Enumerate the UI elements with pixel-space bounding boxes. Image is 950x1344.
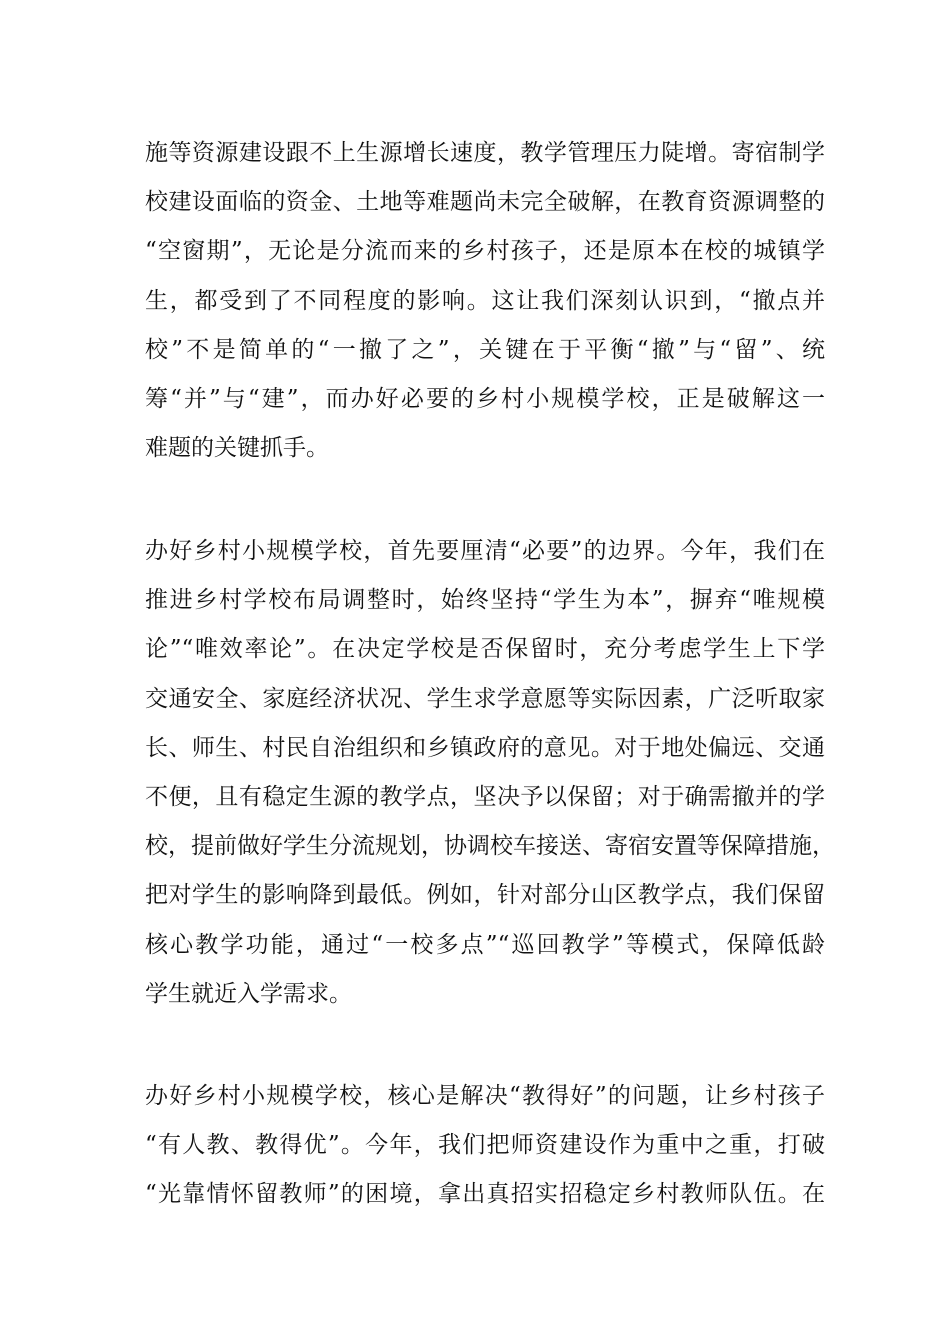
- text-line: 论”“唯效率论”。在决定学校是否保留时，充分考虑学生上下学: [145, 636, 825, 663]
- text-line: 校，提前做好学生分流规划，协调校车接送、寄宿安置等保障措施，: [145, 833, 835, 860]
- text-line: 校建设面临的资金、土地等难题尚未完全破解，在教育资源调整的: [145, 189, 825, 216]
- paragraph-3: [145, 1072, 825, 1220]
- text-line: 学生就近入学需求。: [145, 980, 352, 1007]
- text-line: 施等资源建设跟不上生源增长速度，教学管理压力陡增。寄宿制学: [145, 140, 825, 166]
- text-line: 不便，且有稳定生源的教学点，坚决予以保留；对于确需撤并的学: [145, 783, 825, 810]
- paragraph-2: [145, 527, 835, 1019]
- text-line: 难题的关键抓手。: [145, 435, 329, 462]
- text-line: “有人教、教得优”。今年，我们把师资建设作为重中之重，打破: [145, 1132, 825, 1159]
- text-line: 校”不是简单的“一撤了之”，关键在于平衡“撤”与“留”、统: [145, 336, 825, 363]
- text-line: 长、师生、村民自治组织和乡镇政府的意见。对于地处偏远、交通: [145, 734, 825, 761]
- text-line: 把对学生的影响降到最低。例如，针对部分山区教学点，我们保留: [145, 882, 825, 909]
- text-line: 核心教学功能，通过“一校多点”“巡回教学”等模式，保障低龄: [145, 931, 825, 958]
- text-line: 推进乡村学校布局调整时，始终坚持“学生为本”，摒弃“唯规模: [145, 587, 825, 614]
- paragraph-1: [145, 129, 825, 473]
- text-line: 交通安全、家庭经济状况、学生求学意愿等实际因素，广泛听取家: [145, 685, 825, 712]
- text-line: 办好乡村小规模学校，核心是解决“教得好”的问题，让乡村孩子: [145, 1083, 825, 1109]
- text-line: 办好乡村小规模学校，首先要厘清“必要”的边界。今年，我们在: [145, 538, 825, 564]
- text-line: 生，都受到了不同程度的影响。这让我们深刻认识到，“撤点并: [145, 287, 825, 314]
- text-line: “空窗期”，无论是分流而来的乡村孩子，还是原本在校的城镇学: [145, 238, 825, 265]
- text-line: “光靠情怀留教师”的困境，拿出真招实招稳定乡村教师队伍。在: [145, 1181, 825, 1208]
- text-line: 筹“并”与“建”，而办好必要的乡村小规模学校，正是破解这一: [145, 385, 825, 412]
